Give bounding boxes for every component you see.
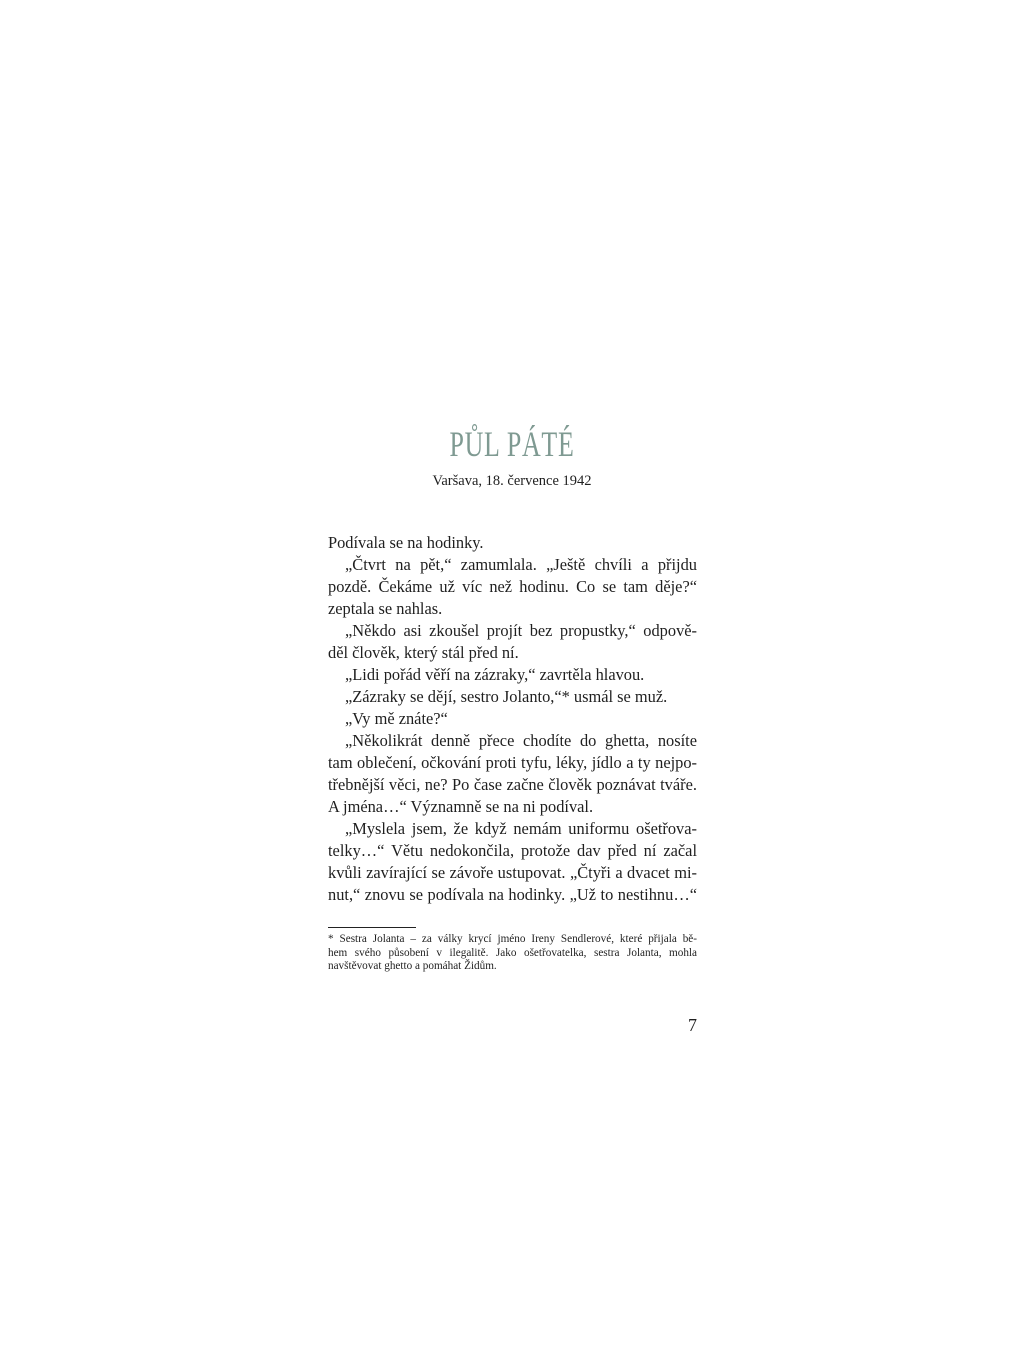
body-line: „Někdo asi zkoušel projít bez propustky,“ odpově- — [345, 621, 697, 640]
body-text — [328, 532, 697, 906]
body-line: Podívala se na hodinky. — [328, 533, 484, 552]
body-line: telky…“ Větu nedokončila, protože dav před ní začal — [328, 841, 697, 860]
body-line: „Myslela jsem, že když nemám uniformu ošetřova- — [345, 819, 697, 838]
body-line: tam oblečení, očkování proti tyfu, léky, jídlo a ty nejpo- — [328, 753, 697, 772]
page-number: 7 — [688, 1015, 697, 1035]
body-line: A jména…“ Významně se na ni podíval. — [328, 797, 594, 816]
footnote — [328, 933, 697, 974]
footnote-line: navštěvovat ghetto a pomáhat Židům. — [328, 960, 497, 972]
body-line: děl člověk, který stál před ní. — [328, 643, 519, 662]
body-line: kvůli zavírající se závoře ustupovat. „Čtyři a dvacet mi- — [328, 863, 697, 882]
footnote-divider — [328, 927, 416, 928]
body-line: zeptala se nahlas. — [328, 599, 443, 618]
footnote-line: hem svého působení v ilegalitě. Jako ošetřovatelka, sestra Jolanta, mohla — [328, 946, 697, 959]
body-line: třebnější věci, ne? Po čase začne člověk poznávat tváře. — [328, 775, 697, 794]
body-line: „Čtvrt na pět,“ zamumlala. „Ještě chvíli a přijdu — [345, 555, 697, 574]
chapter-title: PŮL PÁTÉ — [449, 424, 575, 464]
body-line: „Vy mě znáte?“ — [345, 709, 448, 728]
body-line: „Zázraky se dějí, sestro Jolanto,“* usmál se muž. — [345, 687, 668, 706]
chapter-subtitle: Varšava, 18. července 1942 — [432, 473, 592, 489]
body-line: „Několikrát denně přece chodíte do ghetta, nosíte — [345, 731, 697, 750]
body-line: pozdě. Čekáme už víc než hodinu. Co se tam děje?“ — [328, 577, 697, 596]
body-line: nut,“ znovu se podívala na hodinky. „Už to nestihnu…“ — [328, 885, 697, 904]
footnote-line: * Sestra Jolanta – za války krycí jméno Ireny Sendlerové, které přijala bě- — [328, 933, 697, 945]
body-line: „Lidi pořád věří na zázraky,“ zavrtěla hlavou. — [345, 665, 645, 684]
